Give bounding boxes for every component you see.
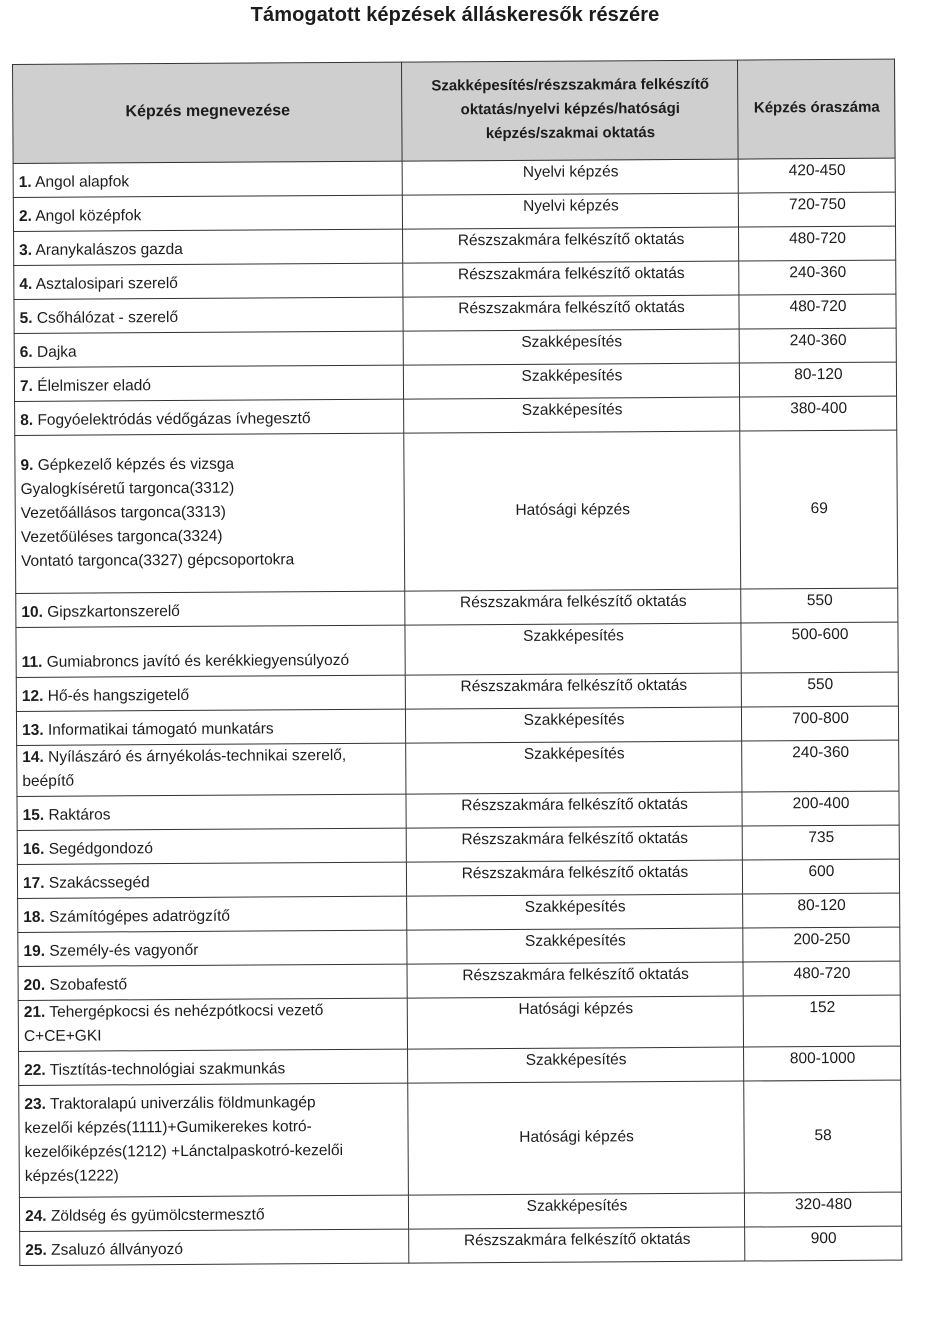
training-name-text: Tisztítás-technológiai szakmunkás (49, 1060, 286, 1079)
training-type-cell: Részszakmára felkészítő oktatás (403, 295, 739, 331)
training-type-cell: Szakképesítés (405, 707, 741, 743)
training-name-line (25, 1237, 404, 1263)
training-name-cell (14, 263, 403, 299)
training-type-cell: Részszakmára felkészítő oktatás (406, 860, 742, 896)
training-table (12, 59, 902, 1266)
table-row (19, 1080, 902, 1197)
table-row (15, 396, 897, 435)
training-name-line (25, 1203, 404, 1229)
training-name-line (22, 744, 401, 770)
table-row (17, 859, 899, 898)
training-name-line: C+CE+GKI (23, 1027, 102, 1045)
training-hours-cell: 200-400 (742, 791, 899, 826)
training-hours-cell: 240-360 (739, 260, 896, 295)
training-hours-cell: 80-120 (743, 893, 900, 928)
table-row (15, 430, 898, 593)
training-name-line (24, 1057, 403, 1083)
training-name-line (22, 717, 401, 743)
training-hours-cell: 720-750 (738, 192, 895, 227)
training-name-text: Nyílászáró és árnyékolás-technikai szerelő, (48, 746, 347, 766)
training-name-cell (19, 1049, 408, 1085)
training-name-text: Informatikai támogató munkatárs (47, 720, 274, 739)
training-name-cell (18, 998, 407, 1051)
row-number: 12. (21, 687, 44, 705)
row-number: 1. (18, 173, 32, 191)
training-table-sheet (12, 59, 901, 1266)
row-number: 10. (21, 603, 43, 621)
training-hours-cell: 480-720 (739, 226, 896, 261)
training-name-cell (17, 794, 406, 830)
training-type-cell: Szakképesítés (405, 623, 741, 675)
training-name-line (24, 972, 403, 998)
row-number: 21. (23, 1003, 46, 1021)
row-number: 11. (21, 653, 43, 671)
training-type-cell: Nyelvi képzés (402, 159, 738, 195)
training-name-line (19, 169, 398, 195)
table-row (14, 362, 896, 401)
table-row (13, 192, 895, 231)
training-name-text: Zsaluzó állványozó (51, 1240, 183, 1259)
training-name-text: Fogyóelektródás védőgázas ívhegesztő (37, 410, 311, 429)
training-hours-cell: 900 (745, 1226, 902, 1261)
training-name-cell (16, 625, 405, 677)
training-hours-cell: 480-720 (743, 961, 900, 996)
training-type-cell: Szakképesítés (403, 363, 739, 399)
training-name-text: Traktoralapú univerzális földmunkagép (49, 1093, 316, 1113)
table-row (13, 158, 895, 197)
training-type-cell: Hatósági képzés (404, 431, 741, 591)
training-name-line (20, 451, 399, 477)
training-name-cell (18, 896, 407, 932)
header-training-name: Képzés megnevezése (13, 62, 403, 163)
training-name-text: Aranykalászos gazda (35, 240, 183, 259)
training-type-cell: Szakképesítés (407, 894, 743, 930)
training-name-line (23, 904, 402, 930)
row-number: 5. (19, 309, 33, 327)
row-number: 22. (24, 1061, 46, 1079)
training-name-text: Angol középfok (35, 207, 142, 225)
training-name-text: Szobafestő (49, 976, 128, 994)
training-name-line (22, 649, 401, 675)
table-body (13, 158, 902, 1265)
training-type-cell: Szakképesítés (408, 1047, 744, 1083)
training-name-line (23, 870, 402, 896)
training-name-line (24, 999, 403, 1025)
table-row (20, 1226, 902, 1265)
training-name-cell (13, 195, 402, 231)
page-title: Támogatott képzések álláskeresők részére (250, 4, 660, 26)
training-type-cell: Részszakmára felkészítő oktatás (403, 261, 739, 297)
training-hours-cell: 700-800 (741, 706, 898, 741)
training-name-line: kezelői képzés(1111)+Gumikerekes kotró- (24, 1117, 312, 1137)
training-type-cell: Szakképesítés (408, 1193, 744, 1229)
training-type-cell: Részszakmára felkészítő oktatás (405, 589, 741, 625)
training-name-cell (16, 709, 405, 745)
header-training-type: Szakképesítés/részszakmára felkészítő oktatás/nyelvi képzés/hatósági képzés/szakmai oktatás (401, 60, 738, 161)
training-name-line (19, 203, 398, 229)
training-hours-cell: 420-450 (738, 158, 895, 193)
header-training-hours: Képzés óraszáma (737, 59, 895, 159)
training-name-line: kezelőiképzés(1212) +Lánctalpaskotró-kezelői (24, 1141, 344, 1161)
table-row (18, 927, 900, 966)
training-name-cell (14, 331, 403, 367)
training-name-line (22, 683, 401, 709)
training-hours-cell: 152 (743, 995, 900, 1047)
row-number: 17. (22, 874, 45, 892)
training-hours-cell: 480-720 (739, 294, 896, 329)
row-number: 18. (23, 908, 45, 926)
training-hours-cell: 320-480 (744, 1192, 901, 1227)
training-type-cell: Szakképesítés (403, 329, 739, 365)
row-number: 9. (20, 456, 34, 474)
training-hours-cell: 800-1000 (744, 1046, 901, 1081)
training-hours-cell: 735 (742, 825, 899, 860)
training-name-text: Számítógépes adatrögzítő (49, 907, 231, 926)
training-type-cell: Részszakmára felkészítő oktatás (407, 962, 743, 998)
table-row (17, 825, 899, 864)
training-type-cell: Szakképesítés (407, 928, 743, 964)
training-type-cell: Részszakmára felkészítő oktatás (403, 227, 739, 263)
table-header (13, 59, 896, 163)
training-name-line (23, 802, 402, 828)
training-name-cell (16, 675, 405, 711)
training-name-line (20, 339, 399, 365)
training-hours-cell: 200-250 (743, 927, 900, 962)
row-number: 20. (23, 976, 46, 994)
training-name-cell (17, 862, 406, 898)
table-row (16, 622, 898, 677)
row-number: 19. (23, 942, 46, 960)
training-name-line (20, 407, 399, 433)
row-number: 16. (22, 840, 45, 858)
training-name-text: Gipszkartonszerelő (47, 602, 180, 621)
training-type-cell: Részszakmára felkészítő oktatás (406, 826, 742, 862)
training-name-cell (17, 743, 406, 796)
training-name-cell (18, 930, 407, 966)
training-hours-cell: 240-360 (742, 740, 899, 792)
training-name-line (19, 305, 398, 331)
row-number: 7. (19, 377, 33, 395)
training-name-text: Tehergépkocsi és nehézpótkocsi vezető (49, 1002, 324, 1021)
training-name-cell (14, 365, 403, 401)
training-type-cell: Hatósági képzés (408, 1081, 745, 1195)
table-row (18, 893, 900, 932)
training-name-cell (17, 828, 406, 864)
training-name-cell (15, 433, 405, 593)
training-type-cell: Szakképesítés (406, 741, 742, 794)
training-name-text: Segédgondozó (48, 840, 154, 858)
table-row (17, 791, 899, 830)
row-number: 23. (24, 1095, 46, 1113)
training-name-line (19, 237, 398, 263)
training-name-text: Gumiabroncs javító és kerékkiegyensúlyozó (46, 651, 350, 671)
training-name-line: Vezetőüléses targonca(3324) (20, 527, 223, 546)
training-type-cell: Hatósági képzés (407, 996, 743, 1049)
training-name-cell (14, 297, 403, 333)
training-name-cell (13, 161, 402, 197)
training-name-line (19, 271, 398, 297)
row-number: 4. (19, 275, 33, 293)
training-name-line (21, 599, 400, 625)
training-name-line (20, 373, 399, 399)
table-row (14, 294, 896, 333)
training-name-text: Zöldség és gyümölcstermesztő (50, 1206, 265, 1225)
training-hours-cell: 550 (741, 588, 898, 623)
training-name-text: Angol alapfok (35, 173, 130, 191)
row-number: 8. (20, 411, 34, 429)
row-number: 24. (24, 1207, 47, 1225)
training-name-text: Dajka (36, 343, 77, 361)
table-row (19, 1046, 901, 1085)
training-name-text: Asztalosipari szerelő (35, 274, 178, 293)
training-name-text: Személy-és vagyonőr (49, 941, 199, 960)
training-name-text: Raktáros (48, 806, 111, 824)
training-name-cell (19, 1195, 408, 1231)
row-number: 3. (19, 241, 33, 259)
training-name-cell (15, 399, 404, 435)
training-name-text: Hő-és hangszigetelő (47, 686, 190, 705)
training-name-cell (20, 1229, 409, 1265)
table-row (14, 328, 896, 367)
training-name-cell (18, 964, 407, 1000)
training-hours-cell: 69 (740, 430, 898, 589)
table-row (17, 740, 899, 796)
table-row (18, 995, 900, 1051)
training-name-text: Szakácssegéd (48, 874, 150, 892)
training-type-cell: Részszakmára felkészítő oktatás (405, 673, 741, 709)
training-hours-cell: 600 (742, 859, 899, 894)
training-name-line: Gyalogkíséretű targonca(3312) (20, 479, 235, 498)
training-name-line: képzés(1222) (24, 1166, 119, 1185)
training-type-cell: Részszakmára felkészítő oktatás (406, 792, 742, 828)
table-row (16, 672, 898, 711)
table-row (14, 260, 896, 299)
training-name-line (23, 836, 402, 862)
training-hours-cell: 550 (741, 672, 898, 707)
training-hours-cell: 58 (744, 1080, 902, 1193)
training-type-cell: Nyelvi képzés (402, 193, 738, 229)
training-name-line: Vontató targonca(3327) gépcsoportokra (20, 550, 295, 570)
training-name-text: Élelmiszer eladó (37, 377, 151, 395)
row-number: 2. (18, 207, 32, 225)
row-number: 14. (22, 748, 44, 766)
training-type-cell: Részszakmára felkészítő oktatás (409, 1227, 745, 1263)
table-row (16, 588, 898, 627)
row-number: 25. (25, 1241, 47, 1259)
training-name-cell (16, 591, 405, 627)
header-row (13, 59, 896, 163)
training-name-cell (19, 1083, 409, 1197)
training-type-cell: Szakképesítés (404, 397, 740, 433)
table-row (14, 226, 896, 265)
row-number: 13. (22, 721, 44, 739)
training-name-line (23, 938, 402, 964)
table-row (18, 961, 900, 1000)
training-name-text: Gépkezelő képzés és vizsga (37, 455, 235, 474)
table-row (16, 706, 898, 745)
training-name-line (24, 1090, 403, 1116)
training-hours-cell: 80-120 (739, 362, 896, 397)
training-hours-cell: 240-360 (739, 328, 896, 363)
training-name-line: beépítő (22, 772, 75, 790)
table-row (19, 1192, 901, 1231)
training-name-line: Vezetőállásos targonca(3313) (20, 503, 226, 522)
training-hours-cell: 380-400 (740, 396, 897, 431)
row-number: 15. (22, 806, 45, 824)
training-name-cell (14, 229, 403, 265)
row-number: 6. (19, 343, 33, 361)
training-hours-cell: 500-600 (741, 622, 898, 673)
training-name-text: Csőhálózat - szerelő (36, 308, 179, 327)
